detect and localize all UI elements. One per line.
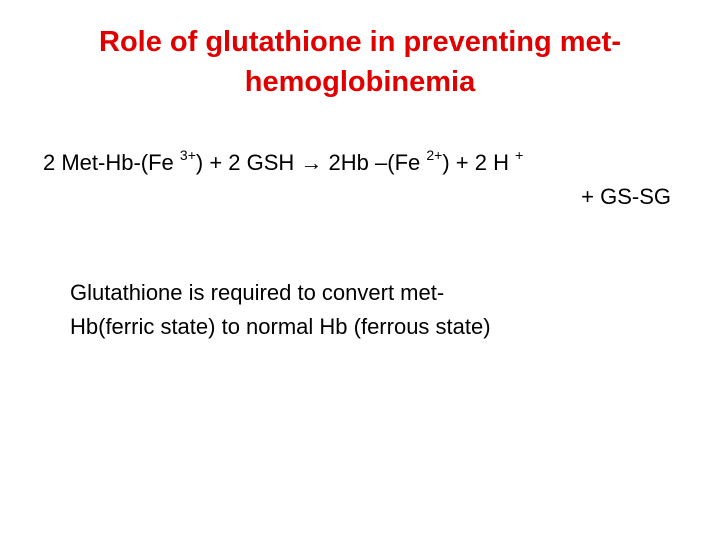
explanation-text: [70, 276, 690, 344]
equation-line1: [43, 146, 679, 180]
equation-middle-text: ) + 2 GSH → 2Hb –(Fe: [195, 150, 427, 175]
ferrous-charge-superscript: 2+: [426, 146, 443, 163]
reaction-equation: [43, 146, 679, 214]
ferric-charge-superscript: 3+: [179, 146, 196, 163]
equation-proton-text: ) + 2 H: [442, 150, 516, 175]
slide-title: [20, 22, 700, 102]
slide-title-line2: hemoglobinemia: [244, 66, 476, 98]
explanation-line2: Hb(ferric state) to normal Hb (ferrous state): [70, 314, 491, 339]
explanation-line1: Glutathione is required to convert met-: [70, 280, 445, 305]
equation-reactant-text: 2 Met-Hb-(Fe: [43, 150, 180, 175]
proton-charge-superscript: +: [515, 146, 524, 163]
slide-title-line1: Role of glutathione in preventing met-: [99, 26, 621, 58]
equation-line2: + GS-SG: [581, 184, 671, 209]
